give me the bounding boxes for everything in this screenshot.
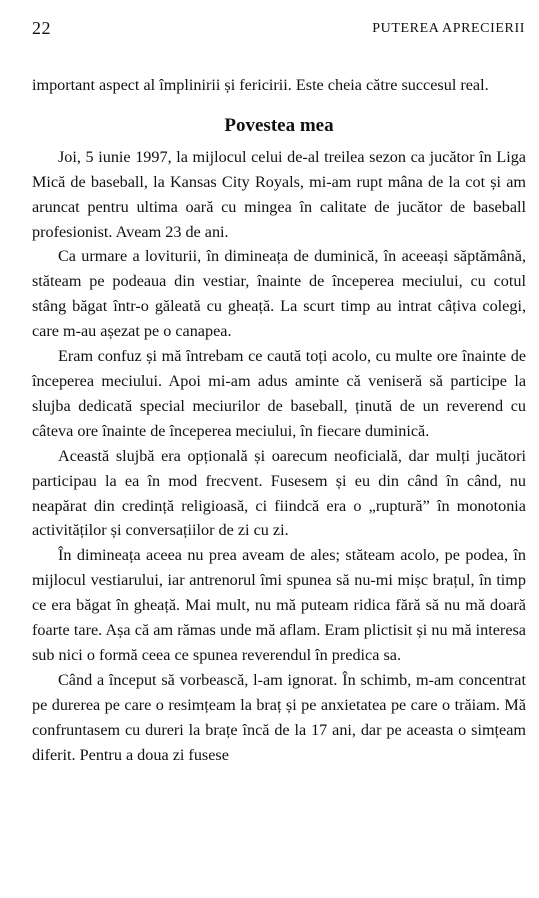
paragraph: Eram confuz și mă întrebam ce caută toți acolo, cu multe ore înainte de începerea meciului. Apoi mi-am adus aminte că veniseră să participe la slujba dedicată special meciurilor de baseball, ținută de un reverend cu câteva ore înainte de începerea meciului, în fiecare duminică.: [32, 347, 526, 440]
body-text: [32, 73, 526, 767]
running-head: PUTEREA APRECIERII: [372, 21, 525, 36]
intro-paragraph: important aspect al împlinirii și fericirii. Este cheia către succesul real.: [32, 76, 489, 94]
paragraph: În dimineața aceea nu prea aveam de ales; stăteam acolo, pe podea, în mijlocul vestiarului, iar antrenorul îmi spunea să nu-mi mișc brațul, în timp ce era băgat în gheață. Mai mult, nu mă puteam ridica fără să nu mă doară foarte tare. Așa că am rămas unde mă aflam. Eram plictisit și nu mă interesa sub nici o formă ceea ce spunea reverendul în predica sa.: [32, 546, 526, 664]
section-title: Povestea mea: [224, 114, 334, 136]
paragraph: Ca urmare a loviturii, în dimineața de duminică, în aceeași săptămână, stăteam pe podeaua din vestiar, înainte de începerea meciului, cu cotul stâng băgat într-o găleată cu gheață. La scurt timp au intrat câțiva colegi, care m-au așezat pe o canapea.: [32, 247, 526, 341]
paragraph: Această slujbă era opțională și oarecum neoficială, dar mulți jucători participau la ea în mod frecvent. Fusesem și eu din când în când, nu neapărat din credință religioasă, ci fiindcă era o „ruptură” în monotonia activităților și conversațiilor de zi cu zi.: [32, 446, 526, 540]
page-number: 22: [32, 18, 51, 38]
paragraph: Joi, 5 iunie 1997, la mijlocul celui de-al treilea sezon ca jucător în Liga Mică de baseball, la Kansas City Royals, mi-am rupt mâna de la cot și am aruncat pentru ultima oară cu mingea în calitate de jucător de baseball profesionist. Aveam 23 de ani.: [32, 147, 526, 241]
paragraph: Când a început să vorbească, l-am ignorat. În schimb, m-am concentrat pe durerea pe care o resimțeam la braț și pe anxietatea pe care o trăiam. Mă confruntasem cu dureri la brațe încă de la 17 ani, dar pe aceasta o simțeam diferit. Pentru a doua zi fusese: [32, 670, 526, 764]
